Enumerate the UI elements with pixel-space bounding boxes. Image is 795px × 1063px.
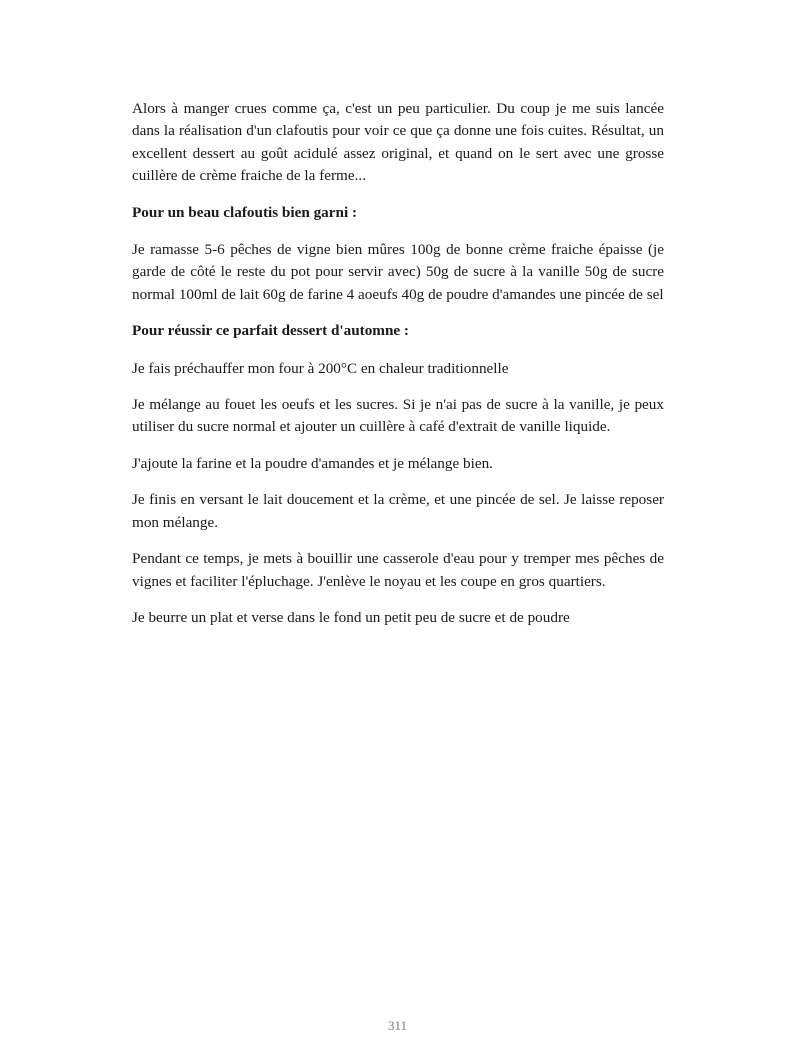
paragraph-ingredients: Je ramasse 5-6 pêches de vigne bien mûres 100g de bonne crème fraiche épaisse (je garde de côté le reste du pot pour servir avec) 50g de sucre à la vanille 50g de sucre normal 100ml de lait 60g de farine 4 aoeufs 40g de poudre d'amandes une pincée de sel bbox=[132, 241, 664, 303]
paragraph-step-flour: J'ajoute la farine et la poudre d'amandes et je mélange bien. bbox=[132, 454, 493, 472]
paragraph-step-peaches: Pendant ce temps, je mets à bouillir une casserole d'eau pour y tremper mes pêches de vignes et faciliter l'épluchage. J'enlève le noyau et les coupe en gros quartiers. bbox=[132, 550, 664, 590]
heading-ingredients: Pour un beau clafoutis bien garni : bbox=[132, 203, 358, 221]
paragraph-intro: Alors à manger crues comme ça, c'est un peu particulier. Du coup je me suis lancée dans la réalisation d'un clafoutis pour voir ce que ça donne une fois cuites. Résultat, un excellent dessert au goût acidulé assez original, et quand on le sert avec une grosse cuillère de crème fraiche de la ferme... bbox=[132, 100, 664, 185]
document-body bbox=[132, 98, 664, 643]
heading-method: Pour réussir ce parfait dessert d'automne : bbox=[132, 322, 409, 340]
paragraph-step-preheat: Je fais préchauffer mon four à 200°C en chaleur traditionnelle bbox=[132, 359, 509, 377]
paragraph-step-whisk: Je mélange au fouet les oeufs et les sucres. Si je n'ai pas de sucre à la vanille, je peux utiliser du sucre normal et ajouter un cuillère à café d'extrait de vanille liquide. bbox=[132, 396, 664, 436]
paragraph-step-dish: Je beurre un plat et verse dans le fond un petit peu de sucre et de poudre bbox=[132, 608, 570, 626]
page-number: 311 bbox=[387, 1018, 408, 1033]
paragraph-step-milk: Je finis en versant le lait doucement et la crème, et une pincée de sel. Je laisse reposer mon mélange. bbox=[132, 491, 664, 531]
